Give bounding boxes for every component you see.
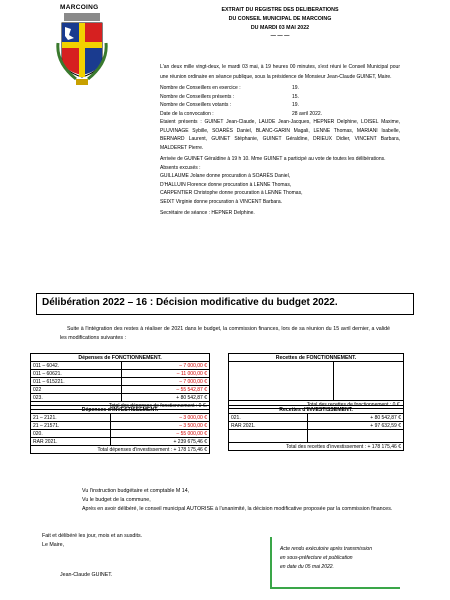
table-row: 011 – 615221. – 7 000,00 €	[31, 378, 210, 386]
secretary-line: Secrétaire de séance : HEPNER Delphine.	[160, 210, 255, 216]
signature-name: Jean-Claude GUINET.	[60, 572, 113, 578]
table-row: 023. + 80 542,87 €	[31, 394, 210, 402]
table-title: Dépenses d'INVESTISSEMENT.	[31, 406, 210, 414]
decision-text	[82, 487, 402, 514]
signature-line: Fait et délibéré les jour, mois et an susdits.	[42, 533, 143, 539]
table-row: 21 – 21571. – 3 500,00 €	[31, 422, 210, 430]
table-row: RAR 2021. + 239 675,46 €	[31, 438, 210, 446]
absent-item: GUILLAUME Jolane donne procuration à SOARÈS Daniel,	[160, 173, 291, 179]
table-row: 21 – 2121. – 3 000,00 €	[31, 414, 210, 422]
table-depenses-investissement	[30, 405, 210, 454]
table-recettes-fonctionnement	[228, 353, 404, 409]
table-depenses-fonctionnement	[30, 353, 210, 410]
lead-paragraph: Suite à l'intégration des restes à réaliser de 2021 dans le budget, la commission finances, lors de sa réunion du 15 avril dernier, a validé les modifications suivantes :	[60, 326, 390, 341]
count-row: Nombre de Conseillers votants : 19.	[160, 102, 299, 108]
coat-of-arms-logo	[56, 13, 108, 87]
table-row: 022 – 55 542,87 €	[31, 386, 210, 394]
header-divider: — — —	[270, 33, 290, 39]
table-row: 011 – 6042. – 7 000,00 €	[31, 362, 210, 370]
table-row: 021. + 80 542,87 €	[229, 414, 404, 422]
table-total: Total dépenses d'investissement : + 178 175,46 €	[31, 446, 210, 454]
section-title: Délibération 2022 – 16 : Décision modificative du budget 2022.	[42, 297, 338, 308]
absent-item: CARPENTIER Christophe donne procuration à LENNE Thomas,	[160, 190, 303, 196]
absent-item: SEIXT Virginie donne procuration à VINCENT Barbara.	[160, 198, 283, 205]
table-title: Recettes d'INVESTISSEMENT.	[229, 406, 404, 414]
intro-paragraph: L'an deux mille vingt-deux, le mardi 03 mai, à 19 heures 00 minutes, s'est réuni le Conseil Municipal pour une réunion ordinaire en séance publique, sous la présidence de Monsieur Jean-Claude GUINET, Maire.	[160, 64, 400, 80]
signature-block	[42, 532, 142, 580]
table-row: 011 – 60621. – 11 000,00 €	[31, 370, 210, 378]
decision-line: Vu le budget de la commune,	[82, 497, 151, 503]
table-title: Recettes de FONCTIONNEMENT.	[229, 354, 404, 362]
arrival-note: Arrivée de GUINET Géraldine à 19 h 10. Mme GUINET a participé au vote de toutes les délibérations.	[160, 156, 386, 162]
count-row: Nombre de Conseillers en exercice : 19.	[160, 85, 299, 91]
stamp-border-left	[270, 537, 272, 589]
absent-item: D'HALLUIN Florence donne procuration à LENNE Thomas,	[160, 181, 292, 188]
count-row: Date de la convocation : 28 avril 2022.	[160, 110, 323, 117]
header-line: EXTRAIT DU REGISTRE DES DELIBERATIONS	[221, 7, 339, 13]
table-total: Total des dépenses de fonctionnement : 0 €.	[31, 402, 210, 410]
count-row: Nombre de Conseillers présents : 15.	[160, 93, 299, 100]
header-line: DU MARDI 03 MAI 2022	[250, 25, 310, 31]
header-line: DU CONSEIL MUNICIPAL DE MARCOING	[228, 16, 332, 22]
decision-line: Après en avoir délibéré, le conseil municipal AUTORISE à l'unanimité, la décision modificative proposée par la commission finances.	[82, 506, 393, 512]
table-total: Total des recettes de fonctionnement : 0 €.	[229, 401, 404, 409]
table-row: RAR 2021. + 97 632,59 €	[229, 422, 404, 430]
signature-line: Le Maire,	[42, 542, 65, 548]
stamp-border-bottom	[270, 587, 400, 589]
table-row: 020. – 55 000,00 €	[31, 430, 210, 438]
table-total: Total des recettes d'investissement : + 178 175,46 €	[229, 443, 404, 451]
meeting-info	[160, 62, 400, 218]
decision-line: Vu l'instruction budgétaire et comptable M 14,	[82, 488, 190, 494]
document-header	[180, 6, 380, 39]
table-recettes-investissement	[228, 405, 404, 451]
table-title: Dépenses de FONCTIONNEMENT.	[31, 354, 210, 362]
absent-title: Absents excusés :	[160, 164, 201, 171]
executory-stamp: Acte rendu exécutoire après transmission en sous-préfecture et publication en date du 05 mai 2022.	[280, 546, 372, 570]
present-list: Etaient présents : GUINET Jean-Claude, LAUDE Jean-Jacques, HEPNER Delphine, LOISEL Maxime, PLUVINAGE Sybille, SOARÈS Daniel, BLANC-GARIN Magali, LENNE Thomas, MARIANI Isabelle, BERNARD Laurent, GUINET Stéphanie, GUINET Géraldine, DRIEUX Didier, VINCENT Barbara, MALDERET Pierre.	[160, 119, 400, 151]
logo-text: MARCOING	[60, 4, 99, 11]
